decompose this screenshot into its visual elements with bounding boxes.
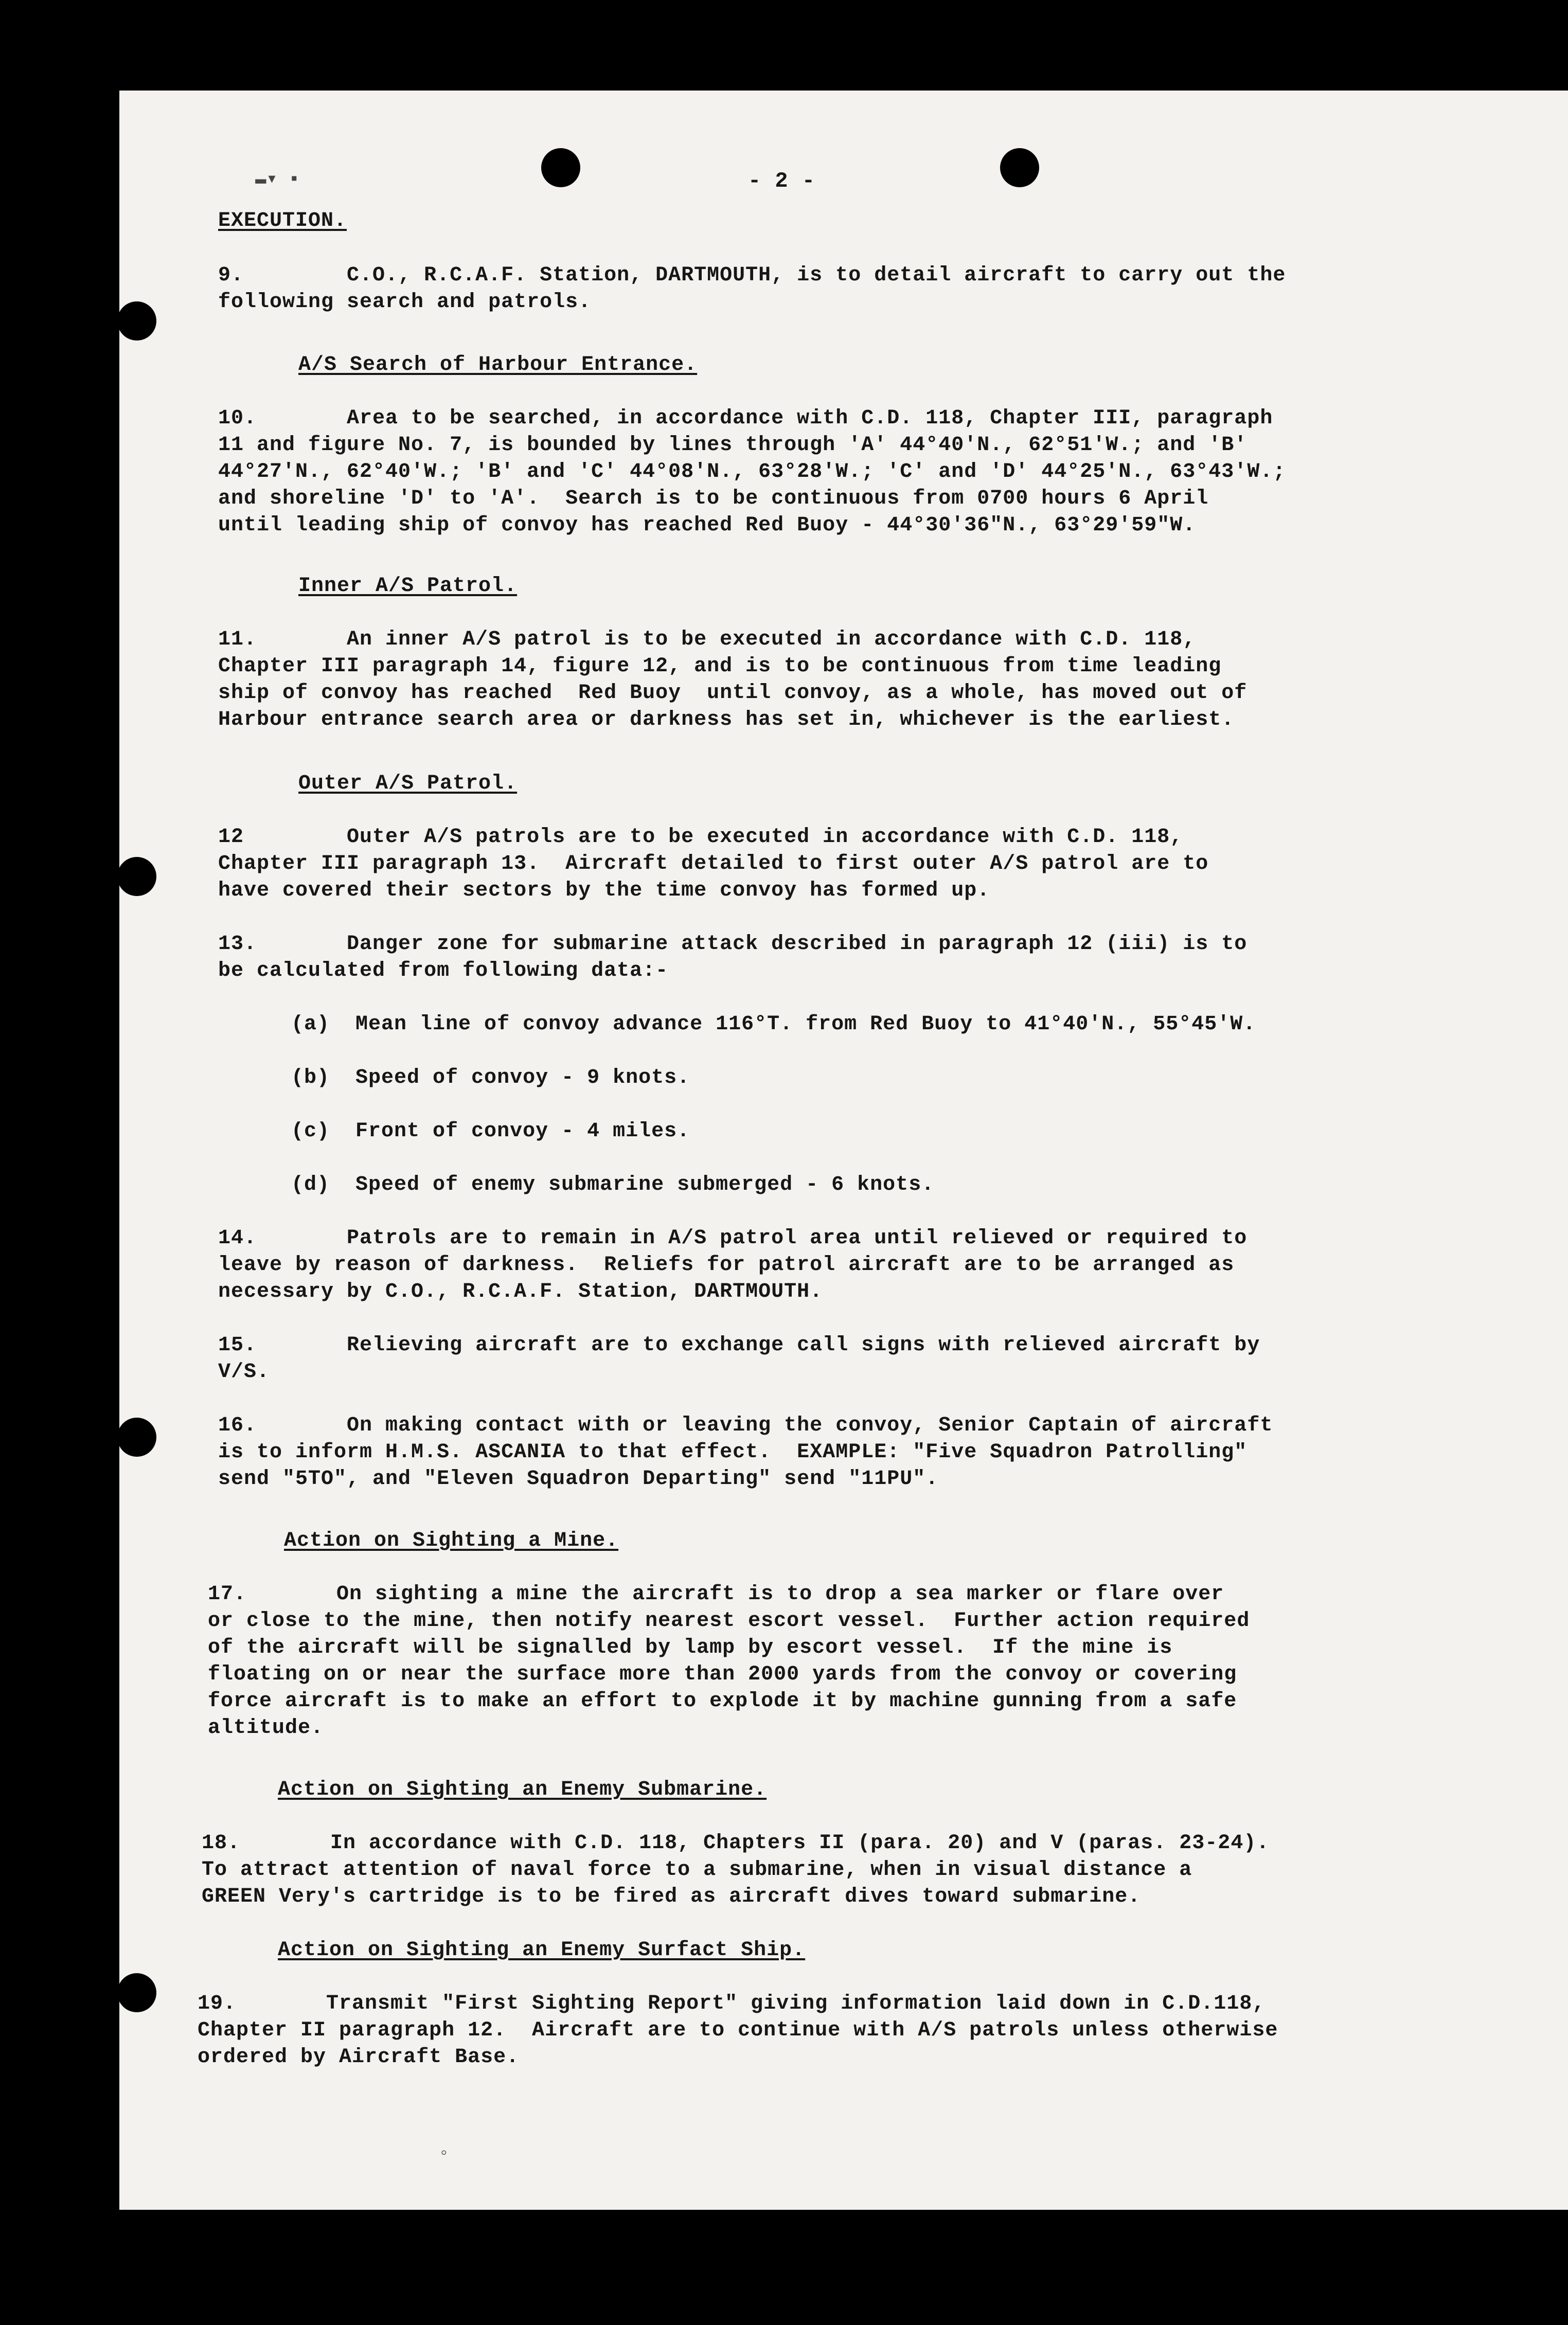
para-13-item-b: (b) Speed of convoy - 9 knots. bbox=[291, 1066, 690, 1089]
para-14-line-1: 14. Patrols are to remain in A/S patrol area until relieved or required to bbox=[218, 1227, 1248, 1250]
para-12-line-2: Chapter III paragraph 13. Aircraft detailed to first outer A/S patrol are to bbox=[218, 852, 1209, 875]
heading-harbour-search: A/S Search of Harbour Entrance. bbox=[298, 353, 698, 377]
page-number: - 2 - bbox=[748, 169, 816, 193]
heading-inner-patrol: Inner A/S Patrol. bbox=[298, 575, 518, 598]
punch-hole-left-2 bbox=[119, 857, 156, 896]
para-14-line-2: leave by reason of darkness. Reliefs for patrol aircraft are to be arranged as bbox=[218, 1254, 1235, 1277]
para-11-line-1: 11. An inner A/S patrol is to be executed in accordance with C.D. 118, bbox=[218, 628, 1196, 651]
para-11-line-4: Harbour entrance search area or darkness has set in, whichever is the earliest. bbox=[218, 708, 1235, 731]
ink-mark: ▬▾ ▪ bbox=[255, 169, 300, 190]
heading-sighting-surface-ship: Action on Sighting an Enemy Surfact Ship. bbox=[278, 1939, 806, 1962]
para-13-item-a: (a) Mean line of convoy advance 116°T. from Red Buoy to 41°40'N., 55°45'W. bbox=[291, 1013, 1256, 1036]
para-9-line-1: 9. C.O., R.C.A.F. Station, DARTMOUTH, is to detail aircraft to carry out the bbox=[218, 264, 1286, 287]
para-11-line-2: Chapter III paragraph 14, figure 12, and is to be continuous from time leading bbox=[218, 655, 1222, 678]
para-18-line-3: GREEN Very's cartridge is to be fired as aircraft dives toward submarine. bbox=[202, 1885, 1141, 1908]
para-14-line-3: necessary by C.O., R.C.A.F. Station, DARTMOUTH. bbox=[218, 1280, 823, 1303]
para-13-item-c: (c) Front of convoy - 4 miles. bbox=[291, 1120, 690, 1143]
para-10-line-3: 44°27'N., 62°40'W.; 'B' and 'C' 44°08'N., 63°28'W.; 'C' and 'D' 44°25'N., 63°43'W.; bbox=[218, 460, 1286, 484]
para-16-line-3: send "5TO", and "Eleven Squadron Departing" send "11PU". bbox=[218, 1468, 939, 1491]
para-10-line-4: and shoreline 'D' to 'A'. Search is to be continuous from 0700 hours 6 April bbox=[218, 487, 1209, 510]
para-17-line-5: force aircraft is to make an effort to explode it by machine gunning from a safe bbox=[208, 1690, 1237, 1713]
para-10-line-5: until leading ship of convoy has reached Red Buoy - 44°30'36"N., 63°29'59"W. bbox=[218, 514, 1196, 537]
para-13-item-d: (d) Speed of enemy submarine submerged - 6 knots. bbox=[291, 1173, 935, 1196]
para-17-line-4: floating on or near the surface more than 2000 yards from the convoy or covering bbox=[208, 1663, 1237, 1686]
section-heading-execution: EXECUTION. bbox=[218, 209, 347, 233]
para-15-line-2: V/S. bbox=[218, 1361, 270, 1384]
para-18-line-2: To attract attention of naval force to a submarine, when in visual distance a bbox=[202, 1858, 1192, 1882]
para-19-line-2: Chapter II paragraph 12. Aircraft are to continue with A/S patrols unless otherwise bbox=[198, 2019, 1278, 2042]
para-11-line-3: ship of convoy has reached Red Buoy until convoy, as a whole, has moved out of bbox=[218, 682, 1248, 705]
para-13-line-2: be calculated from following data:- bbox=[218, 959, 669, 982]
para-12-line-1: 12 Outer A/S patrols are to be executed in accordance with C.D. 118, bbox=[218, 826, 1183, 849]
para-19-line-3: ordered by Aircraft Base. bbox=[198, 2046, 520, 2069]
heading-sighting-mine: Action on Sighting a Mine. bbox=[284, 1529, 619, 1552]
para-17-line-1: 17. On sighting a mine the aircraft is to drop a sea marker or flare over bbox=[208, 1583, 1224, 1606]
document-page bbox=[119, 91, 1568, 2210]
para-12-line-3: have covered their sectors by the time convoy has formed up. bbox=[218, 879, 990, 902]
punch-hole-top-right bbox=[1000, 148, 1039, 187]
para-16-line-2: is to inform H.M.S. ASCANIA to that effect. EXAMPLE: "Five Squadron Patrolling" bbox=[218, 1441, 1248, 1464]
para-9-line-2: following search and patrols. bbox=[218, 291, 592, 314]
para-17-line-6: altitude. bbox=[208, 1716, 324, 1740]
heading-sighting-submarine: Action on Sighting an Enemy Submarine. bbox=[278, 1778, 767, 1801]
punch-hole-left-1 bbox=[119, 301, 156, 341]
para-19-line-1: 19. Transmit "First Sighting Report" giving information laid down in C.D.118, bbox=[198, 1992, 1266, 2015]
para-15-line-1: 15. Relieving aircraft are to exchange call signs with relieved aircraft by bbox=[218, 1334, 1260, 1357]
para-13-line-1: 13. Danger zone for submarine attack described in paragraph 12 (iii) is to bbox=[218, 933, 1248, 956]
para-16-line-1: 16. On making contact with or leaving the convoy, Senior Captain of aircraft bbox=[218, 1414, 1273, 1437]
punch-hole-left-3 bbox=[119, 1418, 156, 1457]
punch-hole-left-4 bbox=[119, 1973, 156, 2012]
para-10-line-1: 10. Area to be searched, in accordance with C.D. 118, Chapter III, paragraph bbox=[218, 407, 1273, 430]
para-10-line-2: 11 and figure No. 7, is bounded by lines through 'A' 44°40'N., 62°51'W.; and 'B' bbox=[218, 434, 1248, 457]
para-17-line-3: of the aircraft will be signalled by lamp by escort vessel. If the mine is bbox=[208, 1636, 1173, 1659]
para-18-line-1: 18. In accordance with C.D. 118, Chapters II (para. 20) and V (paras. 23-24). bbox=[202, 1832, 1270, 1855]
para-17-line-2: or close to the mine, then notify nearest escort vessel. Further action required bbox=[208, 1609, 1250, 1633]
punch-hole-top-left bbox=[541, 148, 580, 187]
small-mark: ◦ bbox=[438, 2143, 450, 2164]
heading-outer-patrol: Outer A/S Patrol. bbox=[298, 772, 518, 795]
